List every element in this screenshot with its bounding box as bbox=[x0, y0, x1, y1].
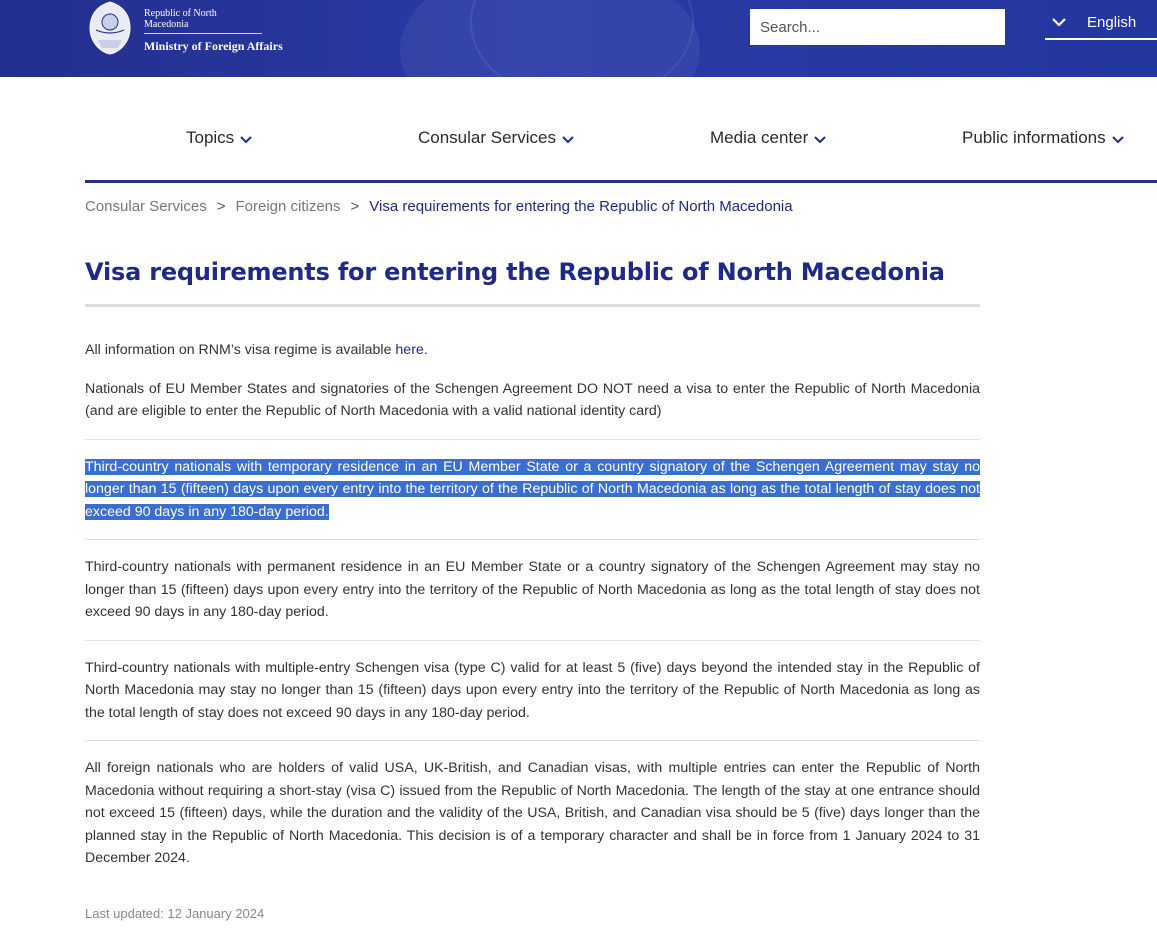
content-divider bbox=[85, 740, 980, 741]
site-logo[interactable] bbox=[144, 8, 283, 54]
nav-item-media-center[interactable] bbox=[710, 128, 826, 148]
nav-item-topics[interactable] bbox=[186, 128, 252, 148]
nav-item-label: Consular Services bbox=[418, 128, 556, 147]
selected-text: Third-country nationals with temporary residence in an EU Member State or a country signatory of the Schengen Agreement may stay no longer than 15 (fifteen) days upon every entry into the territory of the Republic of North Macedonia as long as the total length of stay does not exceed 90 days in any 180-day period. bbox=[85, 458, 980, 520]
breadcrumb bbox=[85, 198, 793, 215]
intro-end: . bbox=[423, 342, 428, 358]
paragraph-permanent-residence: Third-country nationals with permanent residence in an EU Member State or a country signatory of the Schengen Agreement may stay no longer than 15 (fifteen) days upon every entry into the territory of the Republic of North Macedonia as long as the total length of stay does not exceed 90 days in any 180-day period. bbox=[85, 559, 980, 620]
paragraph-usa-uk-canada-visas: All foreign nationals who are holders of valid USA, UK-British, and Canadian visas, with multiple entries can enter the Republic of North Macedonia without requiring a short-stay (visa C) issued from the Republic of North Macedonia. The length of the stay at one entrance should not exceed 15 (fifteen) days, while the duration and the validity of the USA, British, and Canadian visa should be 5 (five) days longer than the planned stay in the Republic of North Macedonia. This decision is of a temporary character and shall be in force from 1 January 2024 to 31 December 2024. bbox=[85, 760, 980, 866]
header-decoration-ring bbox=[470, 0, 694, 77]
site-header bbox=[0, 0, 1157, 77]
language-selector[interactable] bbox=[1045, 8, 1157, 40]
title-divider bbox=[85, 304, 980, 307]
breadcrumb-separator: > bbox=[350, 198, 360, 215]
logo-ministry: Ministry of Foreign Affairs bbox=[144, 39, 283, 53]
paragraph-temporary-residence bbox=[85, 456, 980, 524]
article-body bbox=[85, 339, 980, 870]
main-navigation bbox=[85, 120, 1157, 183]
breadcrumb-separator: > bbox=[216, 198, 226, 215]
last-updated: Last updated: 12 January 2024 bbox=[85, 906, 265, 921]
breadcrumb-foreign-citizens[interactable]: Foreign citizens bbox=[235, 198, 341, 215]
intro-paragraph bbox=[85, 339, 980, 362]
chevron-down-icon bbox=[1112, 134, 1124, 144]
content-divider bbox=[85, 439, 980, 440]
content-divider bbox=[85, 640, 980, 641]
visa-regime-link[interactable]: here bbox=[395, 342, 424, 358]
paragraph-schengen-visa: Third-country nationals with multiple-entry Schengen visa (type C) valid for at least 5 (five) days beyond the intended stay in the Republic of North Macedonia may stay no longer than 15 (fifteen) days upon every entry into the territory of the Republic of North Macedonia as long as the total length of stay does not exceed 90 days in any 180-day period. bbox=[85, 659, 980, 721]
chevron-down-icon bbox=[814, 134, 826, 144]
intro-text: All information on RNM’s visa regime is available bbox=[85, 342, 396, 358]
content-divider bbox=[85, 539, 980, 540]
nav-item-label: Media center bbox=[710, 128, 809, 147]
logo-country: Republic of North Macedonia bbox=[144, 8, 262, 34]
chevron-down-icon bbox=[240, 134, 252, 144]
chevron-down-icon bbox=[562, 134, 574, 144]
nav-item-consular-services[interactable] bbox=[418, 128, 574, 148]
nav-item-label: Topics bbox=[186, 128, 235, 147]
paragraph-eu-nationals: Nationals of EU Member States and signatories of the Schengen Agreement DO NOT need a visa to enter the Republic of North Macedonia (and are eligible to enter the Republic of North Macedonia with a valid national identity card) bbox=[85, 380, 980, 419]
nav-item-public-informations[interactable] bbox=[962, 128, 1124, 148]
page-title: Visa requirements for entering the Republic of North Macedonia bbox=[85, 258, 945, 286]
breadcrumb-consular-services[interactable]: Consular Services bbox=[85, 198, 207, 215]
search-input[interactable] bbox=[750, 9, 1005, 45]
breadcrumb-current: Visa requirements for entering the Republic of North Macedonia bbox=[369, 198, 793, 215]
chevron-down-icon bbox=[1051, 15, 1067, 29]
coat-of-arms-icon[interactable] bbox=[86, 0, 134, 56]
nav-item-label: Public informations bbox=[962, 128, 1106, 147]
language-label: English bbox=[1087, 14, 1137, 31]
